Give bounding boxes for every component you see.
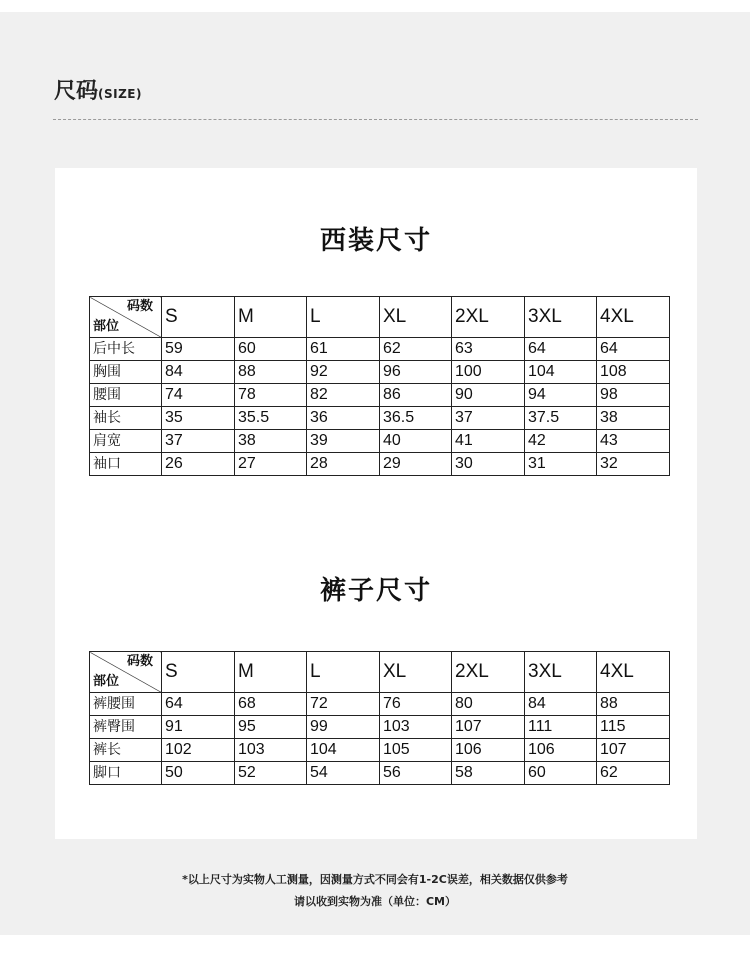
measurement-value-cell: 39 <box>307 430 380 453</box>
measurement-value-cell: 104 <box>307 739 380 762</box>
measurement-value-cell: 100 <box>452 361 525 384</box>
table-row <box>90 384 670 407</box>
measurement-value-cell: 88 <box>235 361 307 384</box>
measurement-value-cell: 38 <box>597 407 670 430</box>
measurement-value-cell: 35.5 <box>235 407 307 430</box>
table-row <box>90 407 670 430</box>
measurement-value-cell: 74 <box>162 384 235 407</box>
measurement-label-cell: 胸围 <box>90 361 162 384</box>
measurement-value-cell: 37 <box>452 407 525 430</box>
measurement-value-cell: 102 <box>162 739 235 762</box>
measurement-value-cell: 52 <box>235 762 307 785</box>
measurement-value-cell: 59 <box>162 338 235 361</box>
suit-size-table <box>89 296 670 476</box>
table-header-row <box>90 297 670 338</box>
size-header-cell: 2XL <box>452 652 525 693</box>
measurement-label-cell: 裤长 <box>90 739 162 762</box>
measurement-value-cell: 76 <box>380 693 452 716</box>
measurement-value-cell: 40 <box>380 430 452 453</box>
measurement-value-cell: 64 <box>597 338 670 361</box>
size-header-cell: 3XL <box>525 652 597 693</box>
measurement-value-cell: 96 <box>380 361 452 384</box>
size-header-cell: 4XL <box>597 652 670 693</box>
measurement-value-cell: 35 <box>162 407 235 430</box>
measurement-value-cell: 68 <box>235 693 307 716</box>
size-header-cell: XL <box>380 652 452 693</box>
pants-section-title: 裤子尺寸 <box>319 576 432 606</box>
measurement-value-cell: 111 <box>525 716 597 739</box>
table-row <box>90 338 670 361</box>
measurement-value-cell: 95 <box>235 716 307 739</box>
suit-section-title: 西装尺寸 <box>319 226 432 256</box>
measurement-note: *以上尺寸为实物人工测量，因测量方式不同会有1-2C误差，相关数据仅供参考 <box>182 873 568 886</box>
measurement-value-cell: 38 <box>235 430 307 453</box>
size-header-cell: XL <box>380 297 452 338</box>
size-header-cell: L <box>307 652 380 693</box>
unit-note: 请以收到实物为准（单位：CM） <box>293 895 457 908</box>
measurement-value-cell: 29 <box>380 453 452 476</box>
measurement-value-cell: 84 <box>525 693 597 716</box>
measurement-value-cell: 98 <box>597 384 670 407</box>
size-header-cell: S <box>162 297 235 338</box>
measurement-value-cell: 31 <box>525 453 597 476</box>
measurement-value-cell: 78 <box>235 384 307 407</box>
measurement-value-cell: 54 <box>307 762 380 785</box>
measurement-label-cell: 袖长 <box>90 407 162 430</box>
corner-size-label: 码数 <box>126 654 153 669</box>
measurement-value-cell: 103 <box>380 716 452 739</box>
size-header-cell: 4XL <box>597 297 670 338</box>
measurement-value-cell: 88 <box>597 693 670 716</box>
corner-part-label: 部位 <box>93 674 120 689</box>
measurement-value-cell: 30 <box>452 453 525 476</box>
measurement-value-cell: 115 <box>597 716 670 739</box>
measurement-value-cell: 62 <box>380 338 452 361</box>
measurement-label-cell: 后中长 <box>90 338 162 361</box>
table-row <box>90 430 670 453</box>
size-header-cell: M <box>235 652 307 693</box>
measurement-value-cell: 90 <box>452 384 525 407</box>
measurement-value-cell: 105 <box>380 739 452 762</box>
measurement-value-cell: 41 <box>452 430 525 453</box>
measurement-value-cell: 104 <box>525 361 597 384</box>
corner-part-label: 部位 <box>93 319 120 334</box>
size-header-cell: 2XL <box>452 297 525 338</box>
measurement-value-cell: 26 <box>162 453 235 476</box>
measurement-value-cell: 28 <box>307 453 380 476</box>
page-title-text: 尺码 <box>54 79 99 104</box>
pants-size-table <box>89 651 670 785</box>
measurement-label-cell: 裤臀围 <box>90 716 162 739</box>
measurement-value-cell: 106 <box>452 739 525 762</box>
measurement-value-cell: 80 <box>452 693 525 716</box>
table-corner-cell <box>90 652 162 693</box>
size-header-cell: M <box>235 297 307 338</box>
measurement-value-cell: 56 <box>380 762 452 785</box>
measurement-value-cell: 61 <box>307 338 380 361</box>
table-header-row <box>90 652 670 693</box>
measurement-value-cell: 36 <box>307 407 380 430</box>
measurement-value-cell: 86 <box>380 384 452 407</box>
measurement-label-cell: 袖口 <box>90 453 162 476</box>
measurement-value-cell: 106 <box>525 739 597 762</box>
measurement-value-cell: 50 <box>162 762 235 785</box>
measurement-value-cell: 82 <box>307 384 380 407</box>
table-row <box>90 361 670 384</box>
measurement-value-cell: 64 <box>525 338 597 361</box>
measurement-value-cell: 32 <box>597 453 670 476</box>
table-row <box>90 739 670 762</box>
table-row <box>90 716 670 739</box>
header-divider <box>53 119 698 120</box>
measurement-value-cell: 72 <box>307 693 380 716</box>
measurement-value-cell: 107 <box>597 739 670 762</box>
size-header-cell: 3XL <box>525 297 597 338</box>
measurement-label-cell: 脚口 <box>90 762 162 785</box>
measurement-value-cell: 94 <box>525 384 597 407</box>
measurement-value-cell: 91 <box>162 716 235 739</box>
measurement-label-cell: 肩宽 <box>90 430 162 453</box>
measurement-label-cell: 裤腰围 <box>90 693 162 716</box>
measurement-value-cell: 64 <box>162 693 235 716</box>
measurement-value-cell: 60 <box>235 338 307 361</box>
corner-size-label: 码数 <box>126 299 153 314</box>
measurement-value-cell: 62 <box>597 762 670 785</box>
table-corner-cell <box>90 297 162 338</box>
measurement-label-cell: 腰围 <box>90 384 162 407</box>
measurement-value-cell: 84 <box>162 361 235 384</box>
measurement-value-cell: 36.5 <box>380 407 452 430</box>
measurement-value-cell: 107 <box>452 716 525 739</box>
measurement-value-cell: 60 <box>525 762 597 785</box>
measurement-value-cell: 58 <box>452 762 525 785</box>
measurement-value-cell: 43 <box>597 430 670 453</box>
measurement-value-cell: 92 <box>307 361 380 384</box>
measurement-value-cell: 37 <box>162 430 235 453</box>
table-row <box>90 453 670 476</box>
measurement-value-cell: 37.5 <box>525 407 597 430</box>
measurement-value-cell: 108 <box>597 361 670 384</box>
page-title-subtitle: (SIZE) <box>98 87 142 101</box>
size-header-cell: L <box>307 297 380 338</box>
table-row <box>90 693 670 716</box>
measurement-value-cell: 27 <box>235 453 307 476</box>
measurement-value-cell: 42 <box>525 430 597 453</box>
page-title <box>54 74 142 105</box>
table-row <box>90 762 670 785</box>
measurement-value-cell: 103 <box>235 739 307 762</box>
measurement-value-cell: 63 <box>452 338 525 361</box>
size-header-cell: S <box>162 652 235 693</box>
measurement-value-cell: 99 <box>307 716 380 739</box>
